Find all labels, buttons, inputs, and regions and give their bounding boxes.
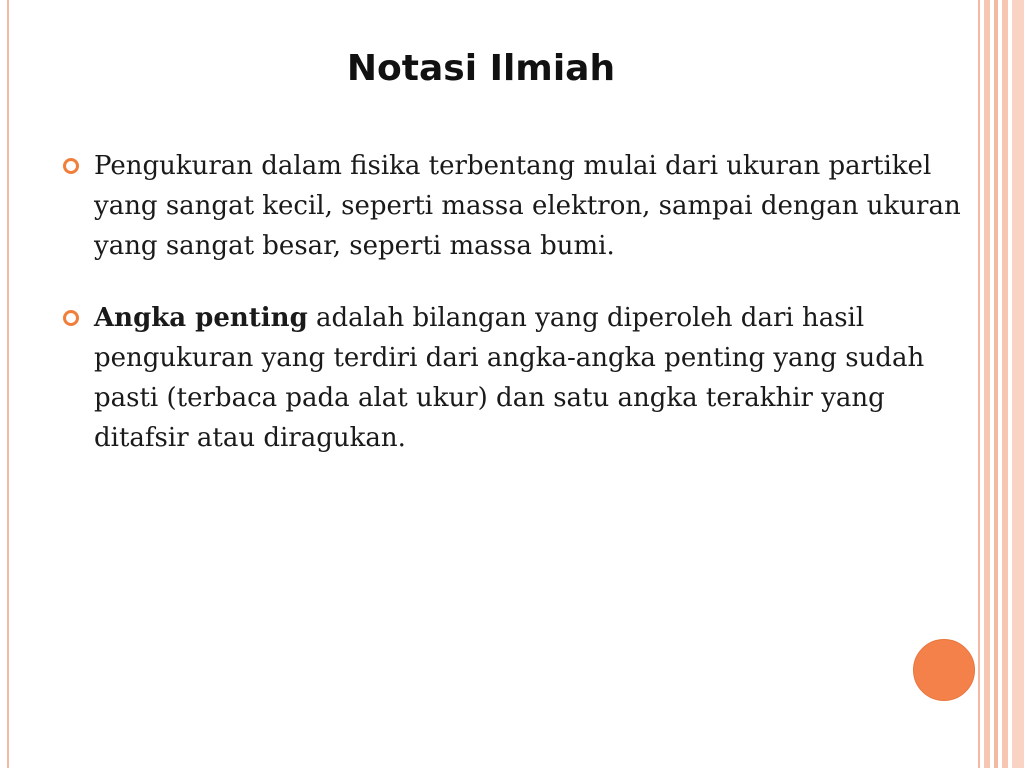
bullet-text: adalah bilangan yang diperoleh dari hasil pengukuran yang terdiri dari angka-angka penting yang sudah pasti (terbaca pada alat ukur) dan satu angka terakhir yang ditafsir atau diragukan. xyxy=(94,303,925,453)
bullet-text: Pengukuran dalam fisika terbentang mulai dari ukuran partikel yang sangat kecil, seperti massa elektron, sampai dengan ukuran yang sangat besar, seperti massa bumi. xyxy=(94,151,961,261)
bullet-bold-term: Angka penting xyxy=(94,303,308,333)
right-border-stripe xyxy=(1002,0,1008,768)
bullet-circle-icon xyxy=(63,310,79,326)
bullet-list xyxy=(60,146,965,458)
left-border-decoration xyxy=(7,0,9,768)
slide-title: Notasi Ilmiah xyxy=(346,48,616,89)
bullet-item xyxy=(60,146,965,266)
bullet-circle-icon xyxy=(63,158,79,174)
right-border-stripe xyxy=(984,0,990,768)
decorative-circle-icon xyxy=(913,639,975,701)
bullet-item xyxy=(60,298,965,458)
right-border-stripe xyxy=(1012,0,1024,768)
right-border-stripe xyxy=(978,0,980,768)
right-border-stripe xyxy=(994,0,998,768)
